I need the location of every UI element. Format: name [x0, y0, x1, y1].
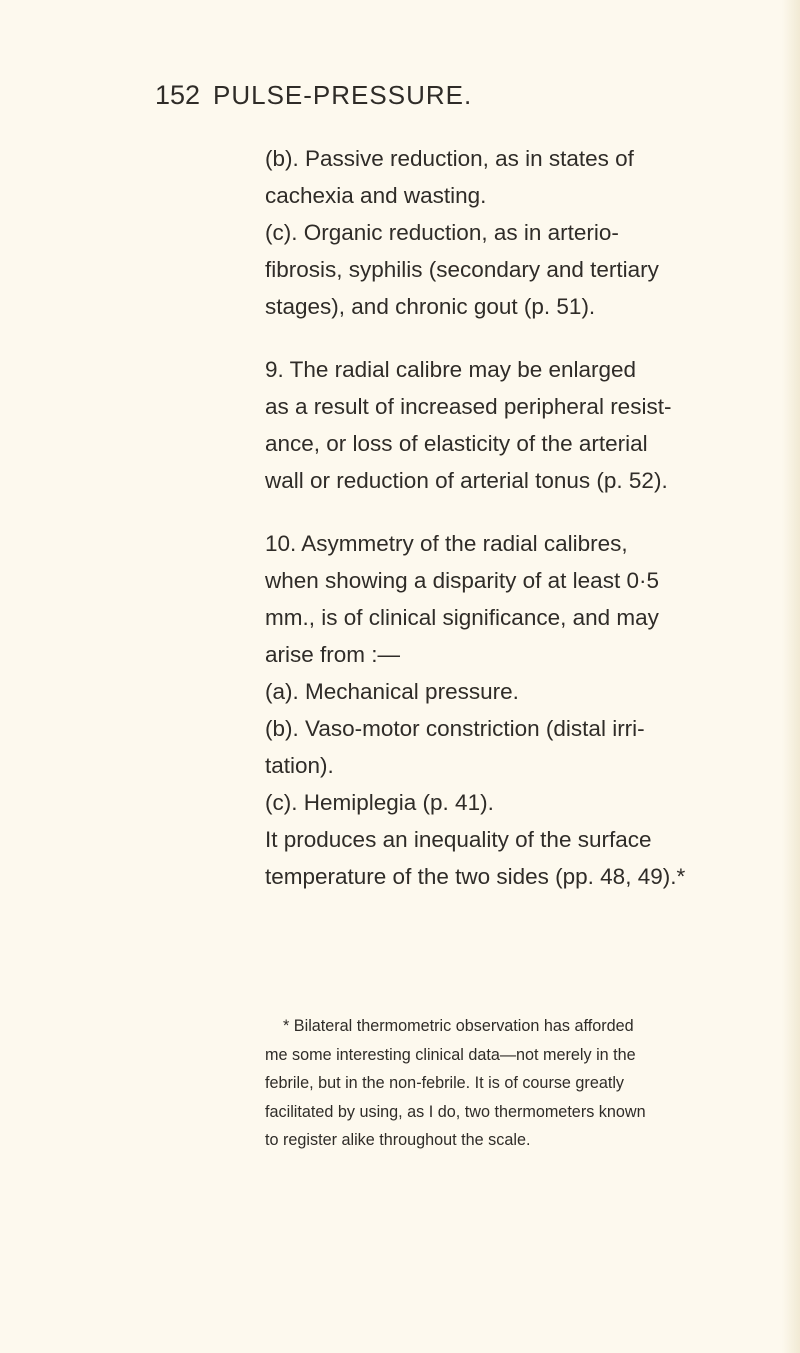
text-line: (c). Hemiplegia (p. 41).: [265, 790, 494, 815]
page-edge-shadow: [782, 0, 800, 1353]
text-line: mm., is of clinical significance, and may: [265, 605, 659, 630]
text-line: temperature of the two sides (pp. 48, 49).*: [265, 864, 686, 889]
running-title: PULSE-PRESSURE.: [213, 80, 473, 110]
page-number: 152: [155, 80, 201, 110]
main-text: [265, 140, 710, 895]
paragraph-item-9: [265, 351, 710, 499]
text-line: as a result of increased peripheral resist-: [265, 394, 672, 419]
footnote-line: facilitated by using, as I do, two thermometers known: [265, 1102, 646, 1121]
paragraph-gap: [265, 325, 710, 351]
text-line: (a). Mechanical pressure.: [265, 679, 519, 704]
footnote-line: to register alike throughout the scale.: [265, 1131, 531, 1149]
text-line: (c). Organic reduction, as in arterio-: [265, 220, 619, 245]
text-line: cachexia and wasting.: [265, 183, 487, 208]
footnote: [265, 1012, 710, 1155]
text-line: 9. The radial calibre may be enlarged: [265, 357, 637, 382]
text-line: wall or reduction of arterial tonus (p. 52).: [265, 468, 668, 493]
footnote-line: febrile, but in the non-febrile. It is of course greatly: [265, 1074, 625, 1092]
text-line: tation).: [265, 753, 334, 778]
text-line: ance, or loss of elasticity of the arterial: [265, 431, 648, 456]
paragraph-passive-organic: [265, 140, 710, 325]
text-line: arise from :—: [265, 642, 401, 667]
text-line: stages), and chronic gout (p. 51).: [265, 294, 596, 319]
paragraph-item-10: [265, 525, 710, 895]
text-line: when showing a disparity of at least 0·5: [265, 568, 659, 593]
text-line: 10. Asymmetry of the radial calibres,: [265, 531, 628, 556]
text-line: (b). Passive reduction, as in states of: [265, 146, 634, 171]
text-line: fibrosis, syphilis (secondary and tertiary: [265, 257, 659, 282]
footnote-line: me some interesting clinical data—not merely in the: [265, 1045, 636, 1064]
text-line: It produces an inequality of the surface: [265, 827, 652, 852]
text-line: (b). Vaso-motor constriction (distal irri-: [265, 716, 645, 741]
footnote-line: * Bilateral thermometric observation has afforded: [283, 1017, 634, 1035]
paragraph-gap: [265, 499, 710, 525]
